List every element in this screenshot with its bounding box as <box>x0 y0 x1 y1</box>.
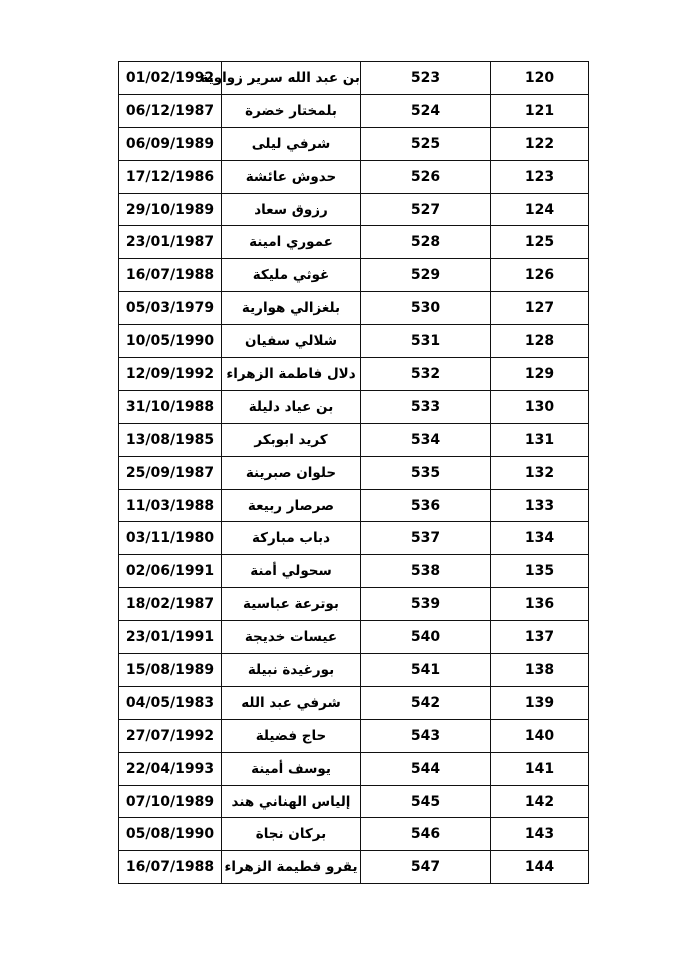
table-row <box>119 654 589 687</box>
name-cell: حلوان صبرينة <box>222 456 361 489</box>
date-cell: 07/10/1989 <box>119 785 222 818</box>
name-cell: بلغزالي هوارية <box>222 292 361 325</box>
name-cell: كريد ابوبكر <box>222 423 361 456</box>
code-cell: 526 <box>361 160 491 193</box>
code-cell: 540 <box>361 621 491 654</box>
table-row <box>119 785 589 818</box>
date-cell: 11/03/1988 <box>119 489 222 522</box>
date-cell: 22/04/1993 <box>119 752 222 785</box>
row-number-cell: 123 <box>491 160 589 193</box>
date-cell: 05/03/1979 <box>119 292 222 325</box>
code-cell: 534 <box>361 423 491 456</box>
row-number-cell: 128 <box>491 325 589 358</box>
code-cell: 525 <box>361 127 491 160</box>
date-cell: 25/09/1987 <box>119 456 222 489</box>
name-cell: سحولي أمنة <box>222 555 361 588</box>
code-cell: 532 <box>361 358 491 391</box>
row-number-cell: 121 <box>491 94 589 127</box>
name-cell: إلياس الهناني هند <box>222 785 361 818</box>
date-cell: 16/07/1988 <box>119 851 222 884</box>
code-cell: 524 <box>361 94 491 127</box>
name-cell: دلال فاطمة الزهراء <box>222 358 361 391</box>
row-number-cell: 142 <box>491 785 589 818</box>
code-cell: 537 <box>361 522 491 555</box>
table-row <box>119 522 589 555</box>
name-cell: حدوش عائشة <box>222 160 361 193</box>
row-number-cell: 130 <box>491 390 589 423</box>
name-cell: بن عياد دليلة <box>222 390 361 423</box>
table-row <box>119 358 589 391</box>
name-cell: غوثي مليكة <box>222 259 361 292</box>
name-cell: عيسات خديجة <box>222 621 361 654</box>
name-cell: يوسف أمينة <box>222 752 361 785</box>
date-cell: 16/07/1988 <box>119 259 222 292</box>
date-cell: 23/01/1987 <box>119 226 222 259</box>
code-cell: 533 <box>361 390 491 423</box>
date-cell: 03/11/1980 <box>119 522 222 555</box>
code-cell: 531 <box>361 325 491 358</box>
row-number-cell: 135 <box>491 555 589 588</box>
date-cell: 02/06/1991 <box>119 555 222 588</box>
date-cell: 04/05/1983 <box>119 686 222 719</box>
table-row <box>119 390 589 423</box>
candidates-table <box>118 61 589 884</box>
name-cell: بوترعة عباسية <box>222 588 361 621</box>
table-row <box>119 621 589 654</box>
row-number-cell: 127 <box>491 292 589 325</box>
name-cell: دباب مباركة <box>222 522 361 555</box>
row-number-cell: 133 <box>491 489 589 522</box>
row-number-cell: 132 <box>491 456 589 489</box>
table-row <box>119 423 589 456</box>
name-cell: شلالي سفيان <box>222 325 361 358</box>
date-cell: 27/07/1992 <box>119 719 222 752</box>
table-body <box>119 62 589 884</box>
name-cell: صرصار ربيعة <box>222 489 361 522</box>
table-row <box>119 588 589 621</box>
row-number-cell: 139 <box>491 686 589 719</box>
table-row <box>119 62 589 95</box>
table-row <box>119 851 589 884</box>
code-cell: 535 <box>361 456 491 489</box>
table-row <box>119 94 589 127</box>
date-cell: 29/10/1989 <box>119 193 222 226</box>
row-number-cell: 143 <box>491 818 589 851</box>
name-cell: شرفي عبد الله <box>222 686 361 719</box>
date-cell: 06/09/1989 <box>119 127 222 160</box>
code-cell: 536 <box>361 489 491 522</box>
date-cell: 17/12/1986 <box>119 160 222 193</box>
row-number-cell: 144 <box>491 851 589 884</box>
date-cell: 13/08/1985 <box>119 423 222 456</box>
table-row <box>119 818 589 851</box>
table-row <box>119 193 589 226</box>
table-row <box>119 325 589 358</box>
date-cell: 01/02/1992 <box>119 62 222 95</box>
table-row <box>119 160 589 193</box>
name-cell: بن عبد الله سرير زواوية <box>222 62 361 95</box>
code-cell: 543 <box>361 719 491 752</box>
code-cell: 530 <box>361 292 491 325</box>
date-cell: 06/12/1987 <box>119 94 222 127</box>
table-row <box>119 719 589 752</box>
table-row <box>119 226 589 259</box>
row-number-cell: 126 <box>491 259 589 292</box>
code-cell: 539 <box>361 588 491 621</box>
date-cell: 05/08/1990 <box>119 818 222 851</box>
date-cell: 23/01/1991 <box>119 621 222 654</box>
table-row <box>119 456 589 489</box>
name-cell: بلمختار خضرة <box>222 94 361 127</box>
row-number-cell: 122 <box>491 127 589 160</box>
date-cell: 18/02/1987 <box>119 588 222 621</box>
code-cell: 529 <box>361 259 491 292</box>
table-row <box>119 489 589 522</box>
date-cell: 31/10/1988 <box>119 390 222 423</box>
table-row <box>119 752 589 785</box>
date-cell: 10/05/1990 <box>119 325 222 358</box>
table-row <box>119 127 589 160</box>
row-number-cell: 140 <box>491 719 589 752</box>
row-number-cell: 137 <box>491 621 589 654</box>
date-cell: 15/08/1989 <box>119 654 222 687</box>
code-cell: 545 <box>361 785 491 818</box>
code-cell: 523 <box>361 62 491 95</box>
code-cell: 528 <box>361 226 491 259</box>
table-row <box>119 259 589 292</box>
table-row <box>119 292 589 325</box>
name-cell: بورغيدة نبيلة <box>222 654 361 687</box>
table-row <box>119 686 589 719</box>
name-cell: رزوق سعاد <box>222 193 361 226</box>
name-cell: شرفي ليلى <box>222 127 361 160</box>
name-cell: حاج فضيلة <box>222 719 361 752</box>
code-cell: 547 <box>361 851 491 884</box>
name-cell: عموري امينة <box>222 226 361 259</box>
name-cell: بركان نجاة <box>222 818 361 851</box>
row-number-cell: 134 <box>491 522 589 555</box>
name-cell: يقرو فطيمة الزهراء <box>222 851 361 884</box>
code-cell: 538 <box>361 555 491 588</box>
code-cell: 541 <box>361 654 491 687</box>
code-cell: 544 <box>361 752 491 785</box>
row-number-cell: 136 <box>491 588 589 621</box>
row-number-cell: 131 <box>491 423 589 456</box>
code-cell: 542 <box>361 686 491 719</box>
row-number-cell: 138 <box>491 654 589 687</box>
row-number-cell: 124 <box>491 193 589 226</box>
row-number-cell: 129 <box>491 358 589 391</box>
code-cell: 527 <box>361 193 491 226</box>
row-number-cell: 125 <box>491 226 589 259</box>
row-number-cell: 141 <box>491 752 589 785</box>
row-number-cell: 120 <box>491 62 589 95</box>
table-row <box>119 555 589 588</box>
code-cell: 546 <box>361 818 491 851</box>
date-cell: 12/09/1992 <box>119 358 222 391</box>
